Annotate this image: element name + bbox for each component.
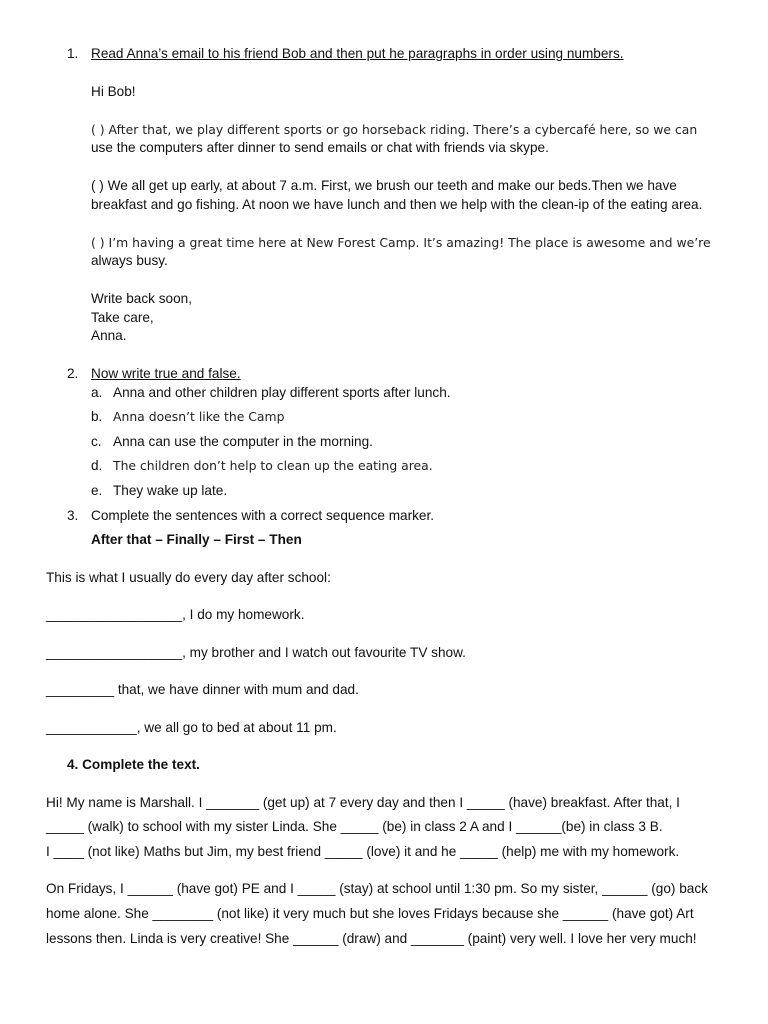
email-paragraph-2-line-1: ( ) We all get up early, at about 7 a.m. First, we brush our teeth and make our beds.Then we have	[91, 178, 677, 193]
q1-number: 1.	[67, 46, 79, 61]
q2-item-e-text: They wake up late.	[113, 483, 228, 498]
email-paragraph-1-line-2: use the computers after dinner to send emails or chat with friends via skype.	[91, 140, 549, 155]
q2-title: Now write true and false.	[91, 366, 241, 381]
email-closing-2: Take care,	[91, 310, 154, 325]
q2-item-a-text: Anna and other children play different sports after lunch.	[113, 385, 451, 400]
q3-intro: This is what I usually do every day after school:	[46, 570, 331, 585]
email-paragraph-2-line-2: breakfast and go fishing. At noon we have lunch and then we help with the clean-ip of the eating area.	[91, 197, 703, 212]
q2-number: 2.	[67, 366, 79, 381]
q1-title: Read Anna’s email to his friend Bob and then put he paragraphs in order using numbers.	[91, 46, 624, 61]
q2-item-d-text: The children don’t help to clean up the eating area.	[113, 458, 433, 473]
q2-item-e-letter: e.	[91, 483, 103, 498]
q2-item-b-letter: b.	[91, 409, 103, 424]
q4-para2-line-1: On Fridays, I ______ (have got) PE and I _____ (stay) at school until 1:30 pm. So my sister, ______ (go) back	[46, 881, 708, 896]
email-closing-1: Write back soon,	[91, 291, 192, 306]
email-paragraph-1-line-1: ( ) After that, we play different sports or go horseback riding. There’s a cybercafé here, so we can	[91, 122, 698, 137]
q3-number: 3.	[67, 508, 79, 523]
q3-sentence-2: __________________, my brother and I watch out favourite TV show.	[46, 645, 466, 660]
q4-para1-line-3: I ____ (not like) Maths but Jim, my best friend _____ (love) it and he _____ (help) me with my homework.	[46, 844, 680, 859]
q2-item-a-letter: a.	[91, 385, 103, 400]
sequence-markers: After that – Finally – First – Then	[91, 532, 302, 547]
q4-title: 4. Complete the text.	[67, 757, 200, 772]
q2-item-b-text: Anna doesn’t like the Camp	[113, 409, 285, 424]
q4-para2-line-2: home alone. She ________ (not like) it very much but she loves Fridays because she ______ (have got) Art	[46, 906, 694, 921]
q4-para1-line-1: Hi! My name is Marshall. I _______ (get up) at 7 every day and then I _____ (have) breakfast. After that, I	[46, 795, 680, 810]
q2-item-d-letter: d.	[91, 458, 103, 473]
q4-para2-line-3: lessons then. Linda is very creative! She ______ (draw) and _______ (paint) very well. I love her very much!	[46, 931, 697, 946]
q2-item-c-text: Anna can use the computer in the morning.	[113, 434, 373, 449]
email-greeting: Hi Bob!	[91, 84, 136, 99]
q3-sentence-1: __________________, I do my homework.	[46, 607, 305, 622]
q2-item-c-letter: c.	[91, 434, 102, 449]
email-paragraph-3-line-2: always busy.	[91, 253, 168, 268]
q3-title: Complete the sentences with a correct sequence marker.	[91, 508, 435, 523]
q3-sentence-3: _________ that, we have dinner with mum and dad.	[46, 682, 359, 697]
email-signature: Anna.	[91, 328, 127, 343]
email-paragraph-3-line-1: ( ) I’m having a great time here at New Forest Camp. It’s amazing! The place is awesome and we’re	[91, 235, 711, 250]
q3-sentence-4: ____________, we all go to bed at about 11 pm.	[46, 720, 337, 735]
q4-para1-line-2: _____ (walk) to school with my sister Linda. She _____ (be) in class 2 A and I ______(be) in class 3 B.	[46, 819, 663, 834]
